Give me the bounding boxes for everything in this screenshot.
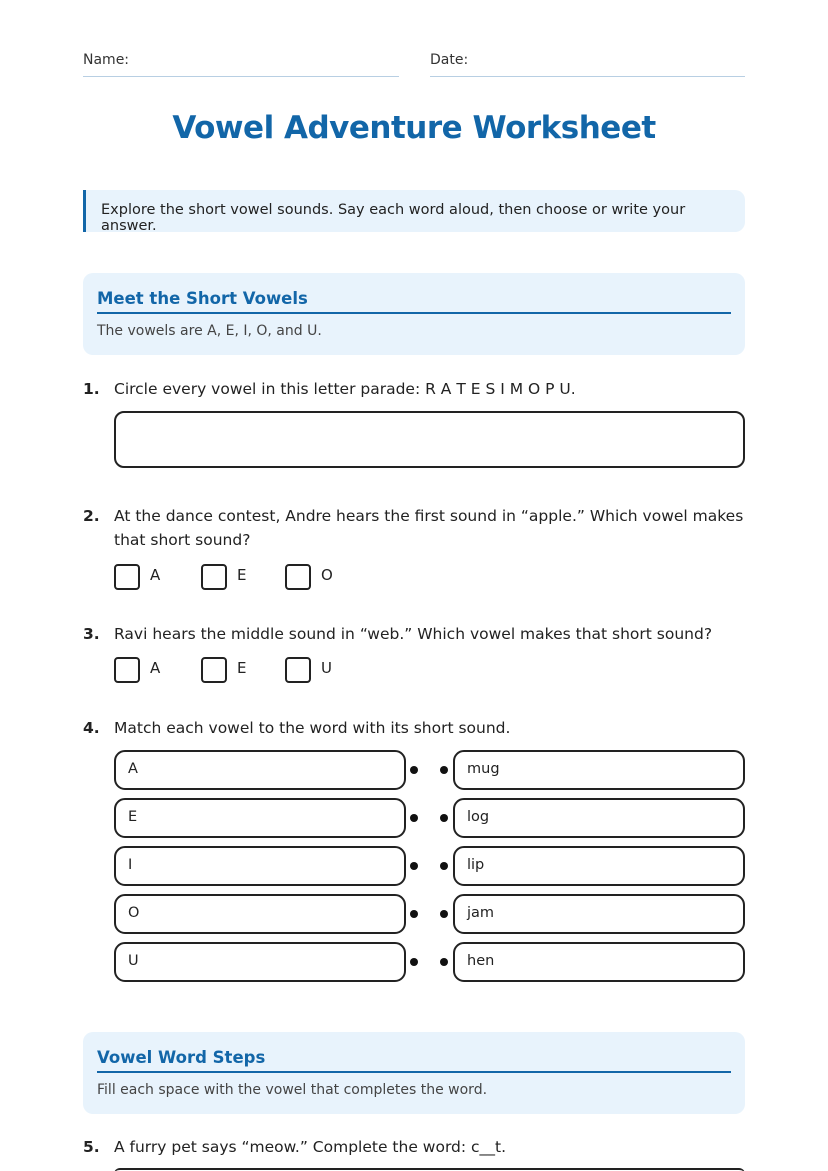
checkbox[interactable]: [114, 657, 140, 683]
question-number: 1.: [83, 380, 100, 398]
question-number: 2.: [83, 507, 100, 525]
match-dot-right[interactable]: [440, 910, 448, 918]
match-right-item[interactable]: lip: [453, 846, 745, 886]
checkbox[interactable]: [114, 564, 140, 590]
question-number: 3.: [83, 625, 100, 643]
match-left-item[interactable]: O: [114, 894, 406, 934]
worksheet-title: Vowel Adventure Worksheet: [172, 110, 656, 146]
option-label: U: [321, 659, 332, 677]
intro-callout: Explore the short vowel sounds. Say each word aloud, then choose or write your answer.: [83, 190, 745, 232]
match-right-item[interactable]: log: [453, 798, 745, 838]
question-text: At the dance contest, Andre hears the first sound in “apple.” Which vowel makes that short sound?: [114, 507, 744, 549]
question-text: Ravi hears the middle sound in “web.” Which vowel makes that short sound?: [114, 625, 713, 643]
question-number: 4.: [83, 719, 100, 737]
section-title: Vowel Word Steps: [97, 1048, 731, 1073]
match-right-item[interactable]: jam: [453, 894, 745, 934]
match-left-item[interactable]: I: [114, 846, 406, 886]
match-dot-left[interactable]: [410, 910, 418, 918]
question-text: Circle every vowel in this letter parade: R A T E S I M O P U.: [114, 380, 576, 398]
checkbox[interactable]: [285, 564, 311, 590]
option-label: E: [237, 566, 247, 584]
match-left-item[interactable]: A: [114, 750, 406, 790]
question-1: [83, 377, 745, 401]
header-fields: [83, 52, 745, 78]
question-4: [83, 716, 745, 740]
answer-box-1[interactable]: [114, 411, 745, 468]
question-text: Match each vowel to the word with its short sound.: [114, 719, 511, 737]
match-dot-right[interactable]: [440, 862, 448, 870]
checkbox[interactable]: [201, 657, 227, 683]
checkbox[interactable]: [285, 657, 311, 683]
section-description: Fill each space with the vowel that completes the word.: [97, 1082, 488, 1098]
match-dot-left[interactable]: [410, 958, 418, 966]
section-description: The vowels are A, E, I, O, and U.: [97, 323, 322, 339]
match-left-item[interactable]: E: [114, 798, 406, 838]
option-label: E: [237, 659, 247, 677]
match-dot-left[interactable]: [410, 862, 418, 870]
options-2: [114, 564, 414, 590]
match-left-item[interactable]: U: [114, 942, 406, 982]
date-field[interactable]: [430, 52, 745, 77]
match-dot-left[interactable]: [410, 814, 418, 822]
options-3: [114, 657, 414, 683]
option-label: A: [150, 566, 161, 584]
question-3: [83, 622, 745, 646]
option-label: A: [150, 659, 161, 677]
match-dot-right[interactable]: [440, 766, 448, 774]
match-dot-right[interactable]: [440, 814, 448, 822]
question-5: [83, 1135, 745, 1159]
option-label: O: [321, 566, 333, 584]
section-title: Meet the Short Vowels: [97, 289, 731, 314]
name-label: Name:: [83, 52, 130, 68]
section-vowel-word-steps: [83, 1032, 745, 1114]
section-meet-short-vowels: [83, 273, 745, 355]
match-dot-right[interactable]: [440, 958, 448, 966]
date-label: Date:: [430, 52, 469, 68]
match-dot-left[interactable]: [410, 766, 418, 774]
match-right-item[interactable]: hen: [453, 942, 745, 982]
question-text: A furry pet says “meow.” Complete the word: c__t.: [114, 1138, 507, 1156]
match-right-item[interactable]: mug: [453, 750, 745, 790]
name-field[interactable]: [83, 52, 399, 77]
question-number: 5.: [83, 1138, 100, 1156]
checkbox[interactable]: [201, 564, 227, 590]
question-2: [83, 504, 745, 552]
